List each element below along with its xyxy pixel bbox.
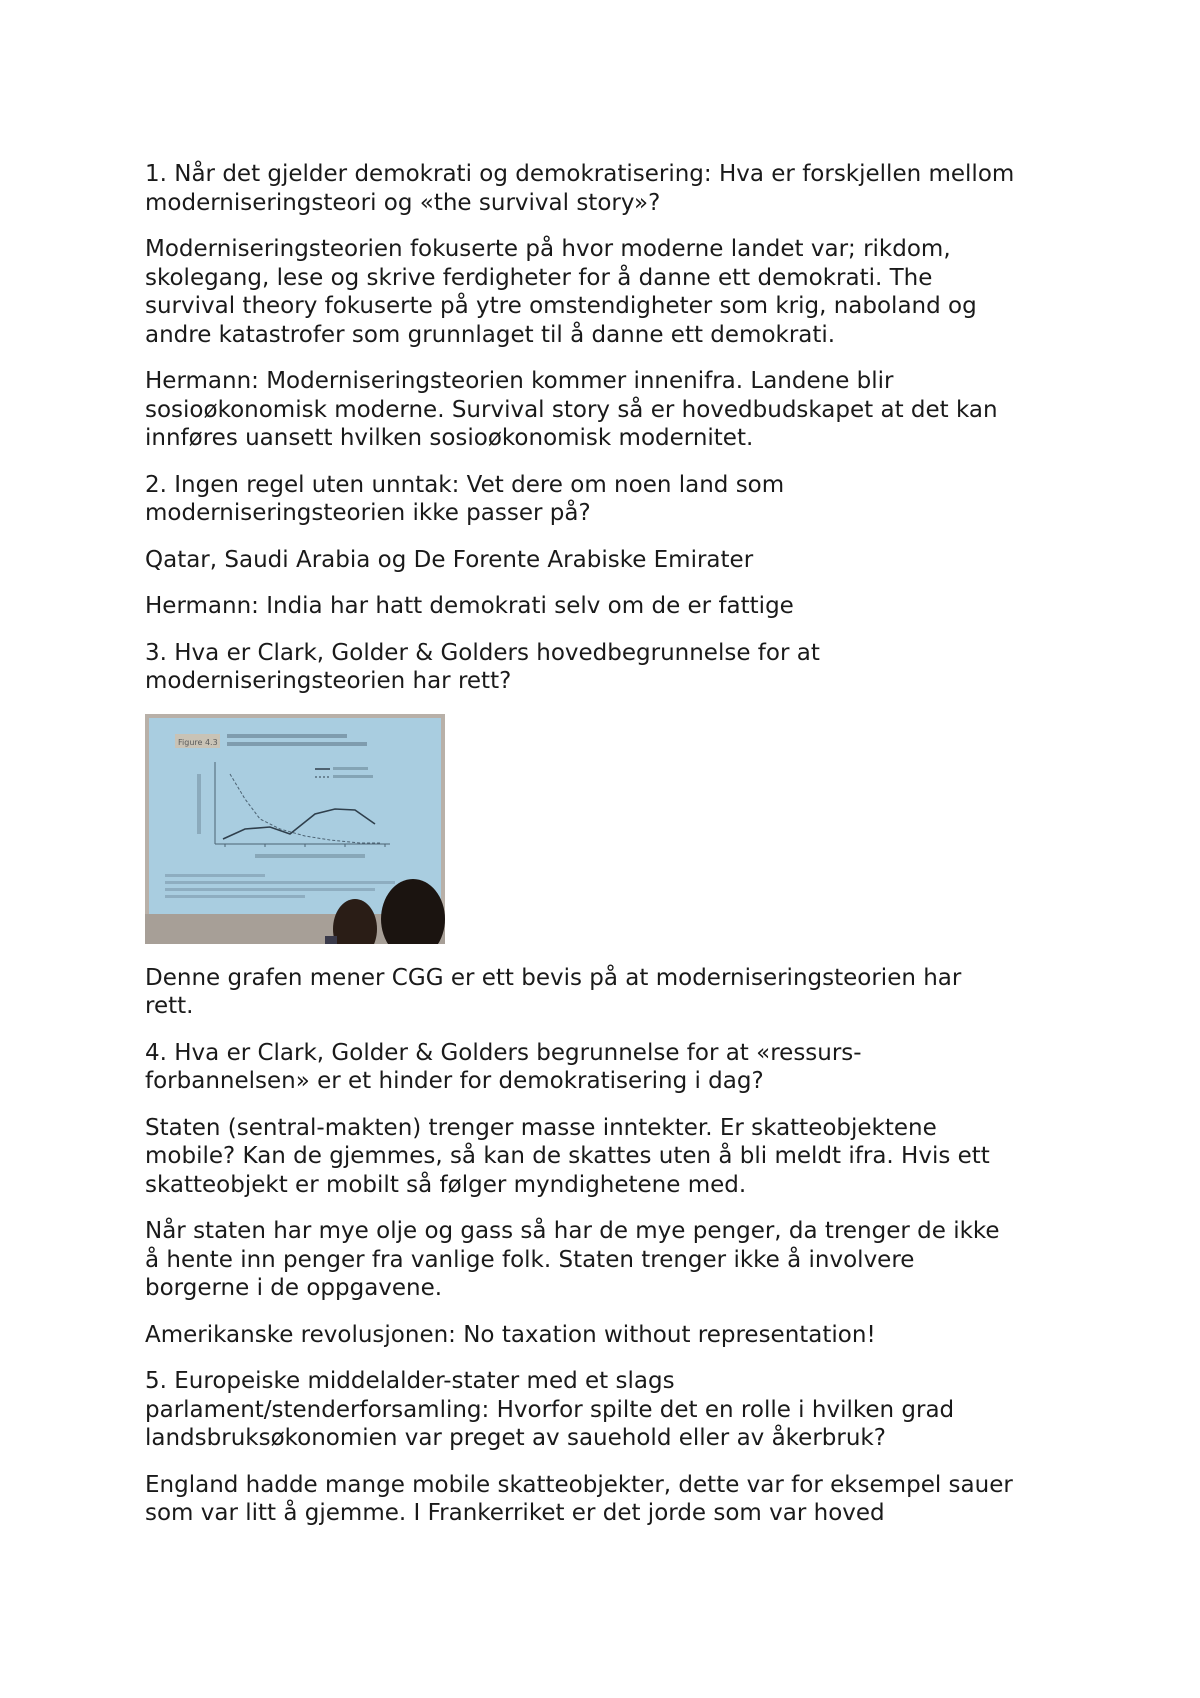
question-4: 4. Hva er Clark, Golder & Golders begrunnelse for at «ressurs- forbannelsen» er et hinder for demokratisering i dag?: [145, 1039, 862, 1094]
answer-1-hermann: Hermann: Moderniseringsteorien kommer innenifra. Landene blir sosioøkonomisk moderne. Survival story så er hovedbudskapet at det kan innføres uansett hvilken sosioøkonomisk modernitet.: [145, 368, 998, 451]
answer-4-paragraph-3: Amerikanske revolusjonen: No taxation without representation!: [145, 1321, 876, 1348]
document-body: [145, 160, 1085, 1546]
lecture-slide-photo: [145, 714, 445, 944]
question-5: 5. Europeiske middelalder-stater med et slags parlament/stenderforsamling: Hvorfor spilte det en rolle i hvilken grad landsbruksøkonomien var preget av sauehold eller av åkerbruk?: [145, 1368, 955, 1451]
answer-1-paragraph: Moderniseringsteorien fokuserte på hvor moderne landet var; rikdom, skolegang, lese og skrive ferdigheter for å danne ett demokrati. The survival theory fokuserte på ytre omstendigheter som krig, naboland og andre katastrofer som grunnlaget til å danne ett demokrati.: [145, 236, 977, 348]
question-2: 2. Ingen regel uten unntak: Vet dere om noen land som moderniseringsteorien ikke passer på?: [145, 471, 785, 526]
answer-5-paragraph: England hadde mange mobile skatteobjekter, dette var for eksempel sauer som var litt å gjemme. I Frankerriket er det jorde som var hoved: [145, 1471, 1013, 1526]
question-1: 1. Når det gjelder demokrati og demokratisering: Hva er forskjellen mellom moderniseringsteori og «the survival story»?: [145, 161, 1015, 216]
answer-4-paragraph-2: Når staten har mye olje og gass så har de mye penger, da trenger de ikke å hente inn penger fra vanlige folk. Staten trenger ikke å involvere borgerne i de oppgavene.: [145, 1218, 1000, 1301]
answer-4-paragraph-1: Staten (sentral-makten) trenger masse inntekter. Er skatteobjektene mobile? Kan de gjemmes, så kan de skattes uten å bli meldt ifra. Hvis ett skatteobjekt er mobilt så følger myndighetene med.: [145, 1114, 990, 1198]
answer-2-paragraph: Qatar, Saudi Arabia og De Forente Arabiske Emirater: [145, 546, 754, 573]
answer-2-hermann: Hermann: India har hatt demokrati selv om de er fattige: [145, 593, 794, 619]
slide-figure-label: Figure 4.3: [178, 737, 218, 747]
figure-caption: Denne grafen mener CGG er ett bevis på at moderniseringsteorien har rett.: [145, 964, 962, 1019]
question-3: 3. Hva er Clark, Golder & Golders hovedbegrunnelse for at moderniseringsteorien har rett?: [145, 639, 820, 694]
